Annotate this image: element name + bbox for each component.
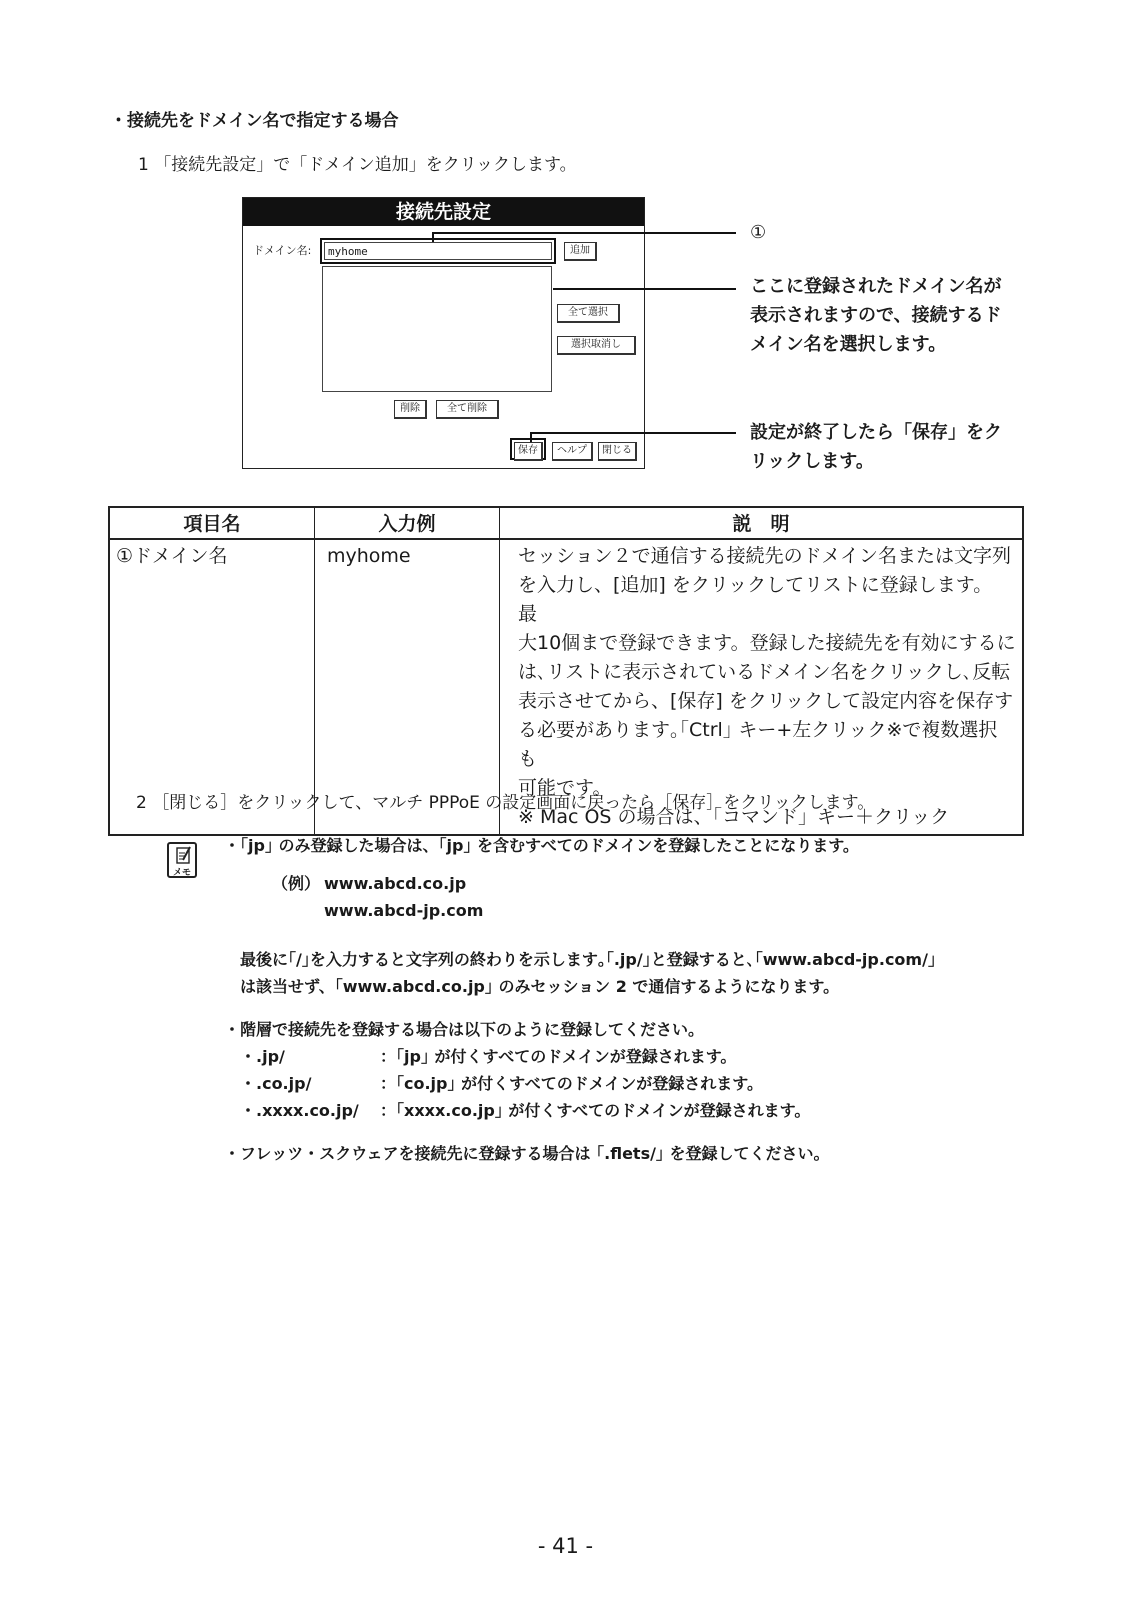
callout-line-1-h — [432, 232, 736, 234]
desc-line: 大10個まで登録できます。登録した接続先を有効にするに — [518, 632, 1016, 654]
hierarchy-title: ・階層で接続先を登録する場合は以下のように登録してください。 — [224, 1020, 705, 1039]
hier-key: ・.xxxx.co.jp/ — [240, 1101, 359, 1120]
desc-line: ※ Mac OS の場合は、「コマンド」キー＋クリック — [518, 806, 950, 828]
memo-para-1: 最後に｢/｣を入力すると文字列の終わりを示します｡｢.jp/｣と登録すると､｢www.abcd-jp.com/｣ — [240, 950, 936, 969]
header-item: 項目名 — [109, 507, 315, 539]
pencil-paper-icon — [170, 846, 196, 866]
save-button[interactable]: 保存 — [514, 442, 543, 461]
domain-label: ドメイン名: — [253, 244, 312, 257]
example-label: （例） — [272, 874, 321, 893]
hier-key: ・.jp/ — [240, 1047, 285, 1066]
header-description: 説 明 — [500, 507, 1024, 539]
hier-val: ：｢co.jp｣ が付くすべてのドメインが登録されます。 — [380, 1074, 763, 1093]
settings-table — [108, 506, 1024, 836]
deselect-button[interactable]: 選択取消し — [557, 336, 636, 355]
callout-2-line: 表示されますので、接続するド — [750, 305, 1002, 326]
add-button[interactable]: 追加 — [564, 242, 597, 261]
desc-line: 表示させてから、[保存] をクリックして設定内容を保存す — [518, 690, 1014, 712]
callout-3 — [750, 418, 1002, 476]
example-2: www.abcd-jp.com — [324, 901, 484, 920]
desc-line: を入力し、[追加] をクリックしてリストに登録します。 最 — [518, 574, 993, 625]
header-example: 入力例 — [315, 507, 500, 539]
page-number: - 41 - — [537, 1534, 594, 1558]
hier-key: ・.co.jp/ — [240, 1074, 312, 1093]
hier-val: ：｢jp｣ が付くすべてのドメインが登録されます。 — [380, 1047, 737, 1066]
close-button[interactable]: 閉じる — [598, 442, 637, 461]
callout-line-3-h — [530, 432, 736, 434]
memo-para-2: は該当せず、｢www.abcd.co.jp｣ のみセッション 2 で通信するようになります。 — [240, 977, 840, 996]
memo-label: メモ — [172, 868, 191, 878]
desc-line: る必要があります｡｢Ctrl｣ キー+左クリック※で複数選択も — [518, 719, 998, 770]
callout-line-2 — [553, 288, 736, 290]
callout-3-line: 設定が終了したら「保存」をク — [750, 422, 1002, 443]
memo-icon — [167, 842, 197, 878]
step-2: 2 ［閉じる］をクリックして、マルチ PPPoE の設定画面に戻ったら［保存］をクリックします。 — [136, 793, 875, 813]
dialog-title: 接続先設定 — [243, 198, 644, 226]
desc-line: 可能です。 — [518, 777, 612, 799]
desc-line: は､リストに表示されているドメイン名をクリックし､反転 — [518, 661, 1011, 683]
callout-3-line: リックします。 — [750, 451, 874, 472]
hier-val: ：｢xxxx.co.jp｣ が付くすべてのドメインが登録されます。 — [380, 1101, 811, 1120]
desc-line: セッション２で通信する接続先のドメイン名または文字列 — [518, 545, 1012, 567]
step-1: 1 「接続先設定」で「ドメイン追加」をクリックします。 — [138, 155, 577, 175]
domain-input[interactable]: myhome — [324, 242, 552, 260]
callout-2-line: ここに登録されたドメイン名が — [750, 276, 1002, 297]
connection-settings-dialog — [242, 197, 645, 469]
help-button[interactable]: ヘルプ — [552, 442, 593, 461]
delete-button[interactable]: 削除 — [394, 400, 427, 419]
domain-list[interactable] — [322, 266, 552, 392]
section-heading: ・接続先をドメイン名で指定する場合 — [110, 111, 399, 131]
delete-all-button[interactable]: 全て削除 — [436, 400, 499, 419]
example-1: www.abcd.co.jp — [324, 874, 467, 893]
cell-example: myhome — [315, 539, 500, 835]
cell-item: ①ドメイン名 — [109, 539, 315, 835]
callout-2 — [750, 272, 1002, 359]
callout-2-line: メイン名を選択します。 — [750, 334, 947, 355]
flets-note: ・フレッツ・スクウェアを接続先に登録する場合は ｢.flets/｣ を登録してください。 — [224, 1144, 830, 1163]
table-header-row — [109, 507, 1023, 539]
select-all-button[interactable]: 全て選択 — [557, 304, 620, 323]
callout-line-3-v — [530, 432, 532, 442]
memo-line-1: ・｢jp｣ のみ登録した場合は、｢jp｣ を含むすべてのドメインを登録したことになります。 — [224, 836, 859, 855]
callout-1: ① — [750, 222, 767, 243]
